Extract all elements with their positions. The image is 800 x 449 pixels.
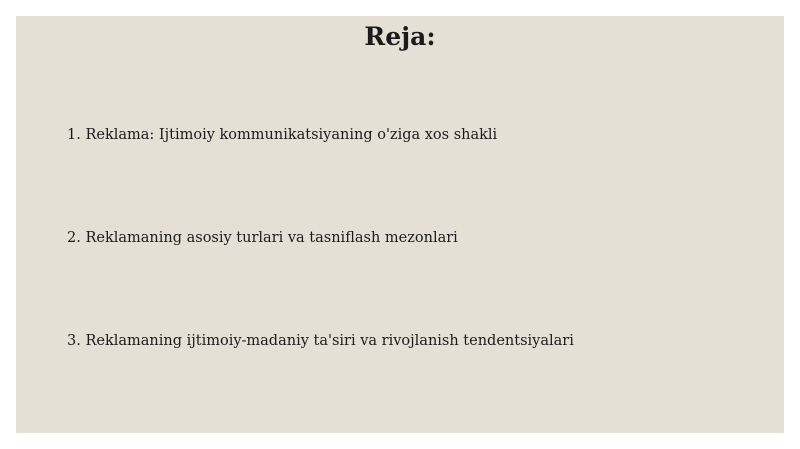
slide-title: Reja: <box>364 22 436 51</box>
plan-item-1: 1. Reklama: Ijtimoiy kommunikatsiyaning o'ziga xos shakli <box>67 127 498 143</box>
plan-item-2: 2. Reklamaning asosiy turlari va tasniflash mezonlari <box>67 230 458 246</box>
plan-item-3: 3. Reklamaning ijtimoiy-madaniy ta'siri va rivojlanish tendentsiyalari <box>67 333 574 349</box>
slide <box>16 16 784 433</box>
